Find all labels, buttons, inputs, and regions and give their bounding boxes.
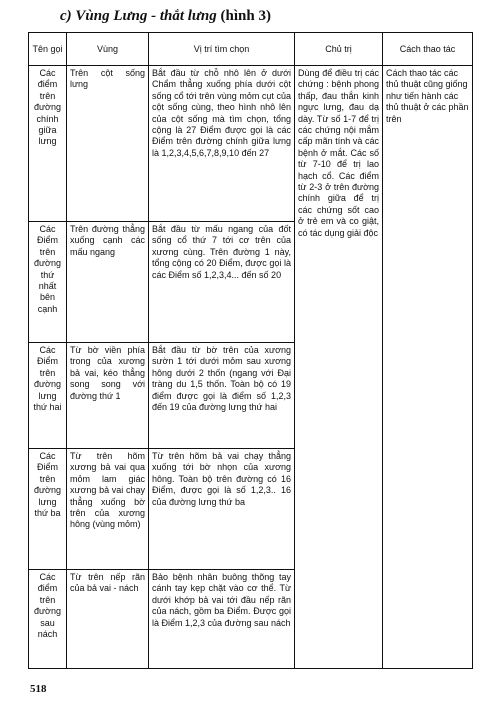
point-name: Các điểm trên đường sau nách [29,570,67,669]
point-location: Bắt đầu từ chỗ nhô lên ở dưới Chẩm thẳng xuống phía dưới cột sống cổ tới trên vùng mỏm cụt của cột sống cùng, theo hình nhô lên của cột sống mà tìm chọn, tổng cộng là 27 Điểm được gọi là các Điểm trên đường chính giữa lưng là 1,2,3,4,5,6,7,8,9,10 đến 27 [149,66,295,222]
table-header-row [29,33,473,66]
point-location: Từ trên hõm bả vai chạy thẳng xuống tới bờ nhọn của xương hông. Toàn bộ trên đường có 16 Điểm, được gọi là số 1,2,3.. 16 của đường lưng thứ ba [149,449,295,570]
points-table [28,32,473,669]
point-name: Các điểm trên đường chính giữa lưng [29,66,67,222]
point-zone: Trên đường thẳng xuống cạnh các mấu ngang [67,222,149,343]
point-zone: Trên cột sống lưng [67,66,149,222]
point-zone: Từ trên nếp rãn của bả vai - nách [67,570,149,669]
header-zone: Vùng [67,33,149,66]
header-technique: Cách thao tác [383,33,473,66]
section-heading [60,8,271,25]
section-title: c) Vùng Lưng - thắt lưng [60,8,217,24]
header-location: Vị trí tìm chọn [149,33,295,66]
technique-cell: Cách thao tác các thủ thuật cũng giống như tiến hành các thủ thuật ở các phần trên [383,66,473,669]
header-name: Tên gọi [29,33,67,66]
treatment-cell: Dùng để điều trị các chứng : bệnh phong thấp, đau thắn kinh ngực lưng, đau dạ dày. Từ số 1-7 để trị các chứng nội mắm cấp mãn tính và các bệnh ở mắt. Các số từ 7-10 để trị lao hạch cổ. Các điểm từ 2-3 ở trên đường chính giữa để trị các chứng sốt cao ở trẻ em và co giật, có tác dụng giải độc [295,66,383,669]
point-location: Bảo bệnh nhân buông thõng tay cánh tay kẹp chặt vào cơ thể. Từ dưới khớp bả vai tới đầu nếp rãn của nách, gồm ba Điểm. Được gọi là Điểm 1,2,3 của đường sau nách [149,570,295,669]
page-number: 518 [30,683,47,695]
point-zone: Từ bờ viền phía trong của xương bả vai, kéo thẳng song song với đường thứ 1 [67,343,149,449]
point-name: Các Điểm trên đường lưng thứ hai [29,343,67,449]
table-row [29,66,473,222]
point-location: Bắt đầu từ mấu ngang của đốt sống cổ thứ 7 tới cơ trên của xương cùng. Trên đường 1 này, tổng cộng có 20 Điểm, được gọi là các Điểm số 1,2,3,4... đến số 20 [149,222,295,343]
figure-reference: (hình 3) [220,8,271,24]
header-treatment: Chủ trị [295,33,383,66]
point-location: Bắt đầu từ bờ trên của xương sườn 1 tới dưới mỏm sau xương hông dưới 2 thốn (ngang với Đại tràng du 1,5 thốn. Toàn bộ có 19 điểm được gọi là điểm số 1,2,3 đến 19 của đường lưng thứ hai [149,343,295,449]
point-zone: Từ trên hõm xương bả vai qua mỏm lam giác xương bả vai chạy thẳng xuống bờ trên của xương hông (vùng mỏm) [67,449,149,570]
point-name: Các Điểm trên đường lưng thứ ba [29,449,67,570]
point-name: Các Điểm trên đường thứ nhất bên cạnh [29,222,67,343]
